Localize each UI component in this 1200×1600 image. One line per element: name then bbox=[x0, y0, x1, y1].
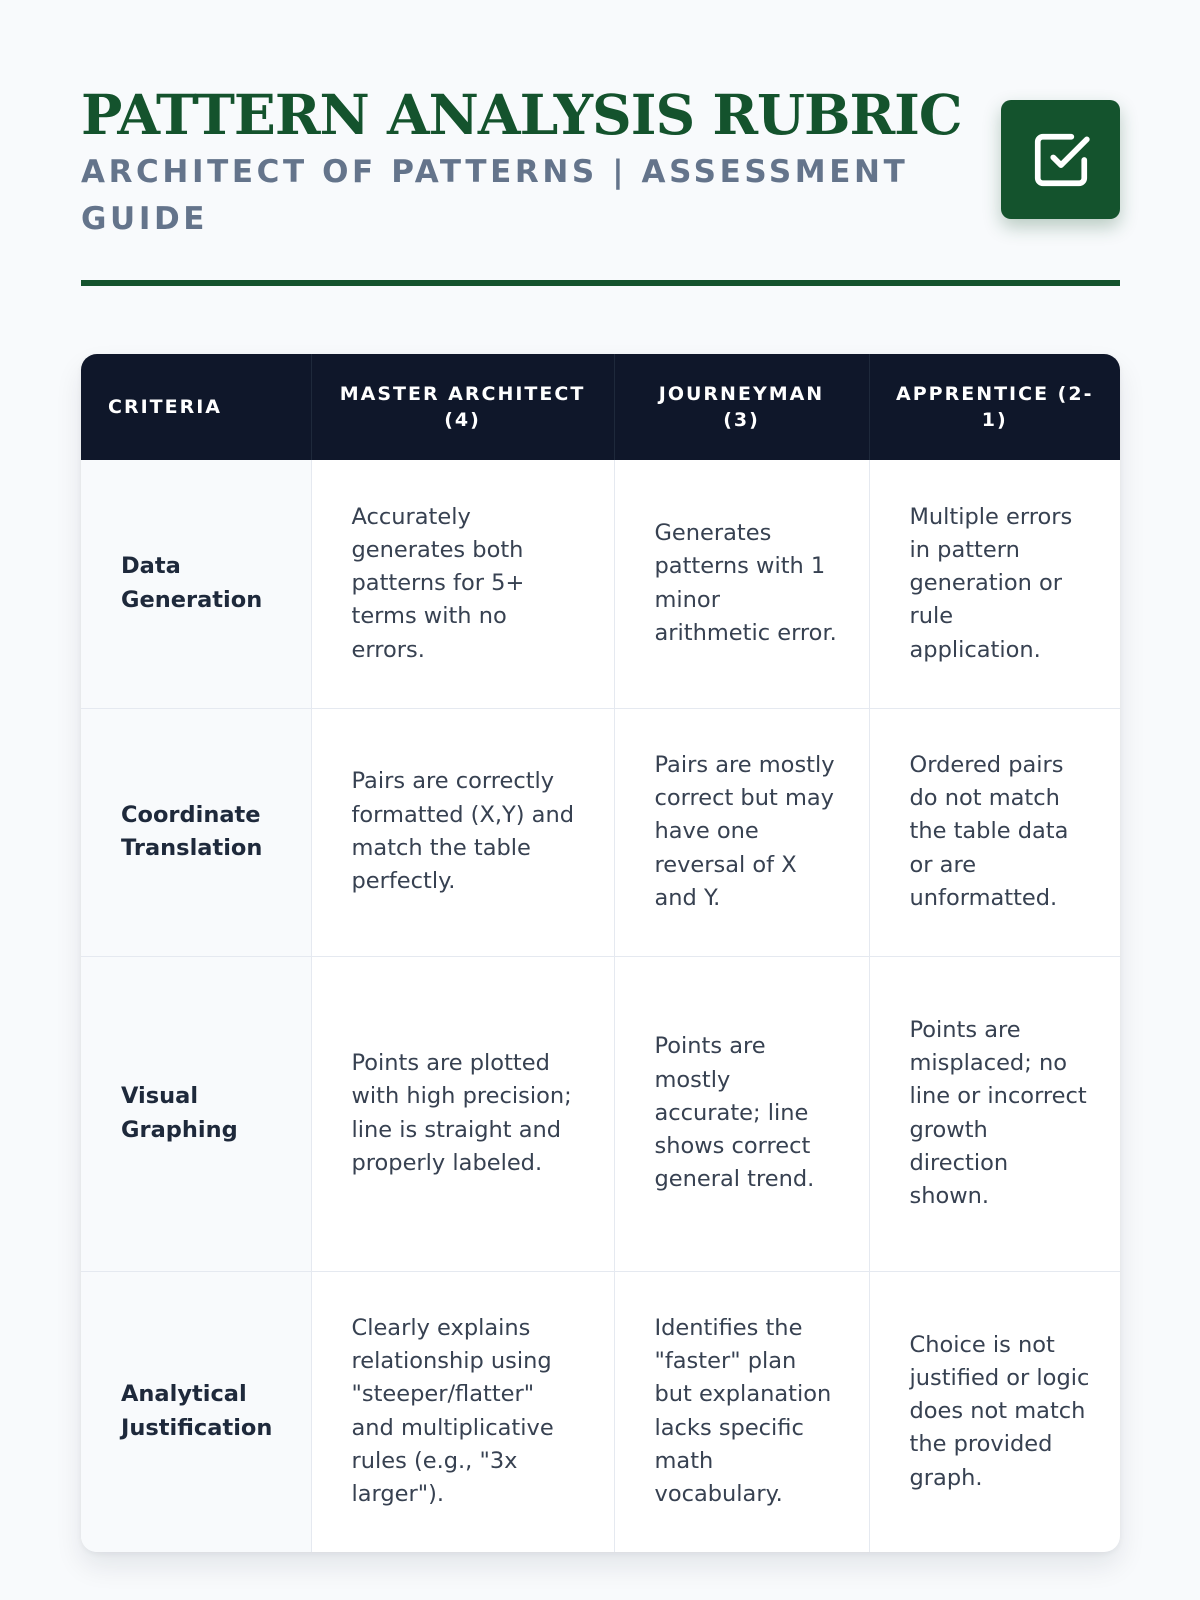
rubric-table bbox=[81, 354, 1120, 1552]
checkbox-checked-icon bbox=[1030, 129, 1092, 191]
journeyman-cell: Identifies the "faster" plan but explanation lacks specific math vocabulary. bbox=[614, 1271, 869, 1552]
apprentice-cell: Points are misplaced; no line or incorrect growth direction shown. bbox=[869, 956, 1120, 1271]
apprentice-cell: Multiple errors in pattern generation or rule application. bbox=[869, 460, 1120, 708]
page-header bbox=[81, 82, 1120, 242]
column-header-apprentice: APPRENTICE (2-1) bbox=[869, 354, 1120, 460]
journeyman-cell: Points are mostly accurate; line shows correct general trend. bbox=[614, 956, 869, 1271]
journeyman-cell: Generates patterns with 1 minor arithmetic error. bbox=[614, 460, 869, 708]
table-row bbox=[81, 956, 1120, 1271]
page-subtitle: ARCHITECT OF PATTERNS | ASSESSMENT GUIDE bbox=[81, 154, 909, 237]
criteria-cell: Data Generation bbox=[81, 460, 311, 708]
apprentice-cell: Ordered pairs do not match the table data or are unformatted. bbox=[869, 708, 1120, 956]
table-row bbox=[81, 1271, 1120, 1552]
rubric-badge bbox=[1001, 100, 1120, 219]
header-divider bbox=[81, 280, 1120, 286]
criteria-cell: Analytical Justification bbox=[81, 1271, 311, 1552]
journeyman-cell: Pairs are mostly correct but may have one reversal of X and Y. bbox=[614, 708, 869, 956]
master-cell: Points are plotted with high precision; line is straight and properly labeled. bbox=[311, 956, 614, 1271]
column-header-journeyman: JOURNEYMAN (3) bbox=[614, 354, 869, 460]
table-row bbox=[81, 708, 1120, 956]
criteria-cell: Coordinate Translation bbox=[81, 708, 311, 956]
page-title: PATTERN ANALYSIS RUBRIC bbox=[81, 82, 962, 147]
master-cell: Pairs are correctly formatted (X,Y) and match the table perfectly. bbox=[311, 708, 614, 956]
master-cell: Accurately generates both patterns for 5+ terms with no errors. bbox=[311, 460, 614, 708]
apprentice-cell: Choice is not justified or logic does not match the provided graph. bbox=[869, 1271, 1120, 1552]
criteria-cell: Visual Graphing bbox=[81, 956, 311, 1271]
column-header-master-architect: MASTER ARCHITECT (4) bbox=[311, 354, 614, 460]
column-header-criteria: CRITERIA bbox=[108, 396, 222, 418]
table-row bbox=[81, 460, 1120, 708]
table-header-row bbox=[81, 354, 1120, 460]
master-cell: Clearly explains relationship using "steeper/flatter" and multiplicative rules (e.g., "3x larger"). bbox=[311, 1271, 614, 1552]
rubric-table-card bbox=[81, 354, 1120, 1552]
